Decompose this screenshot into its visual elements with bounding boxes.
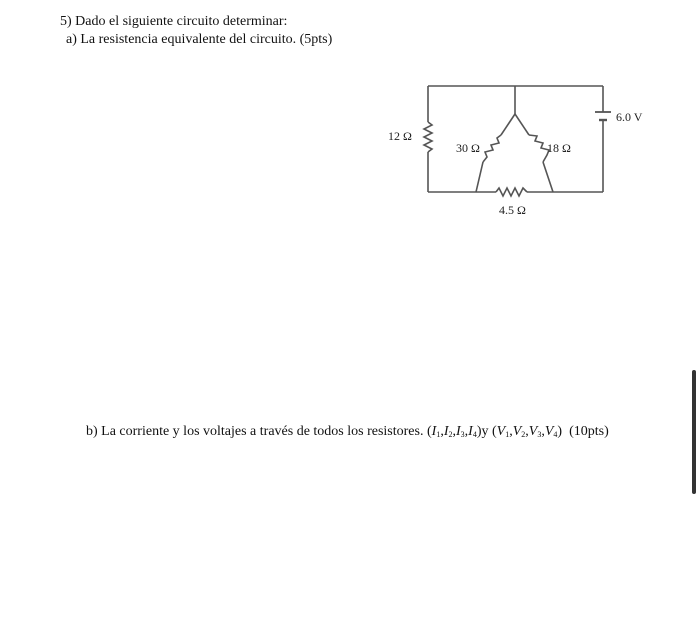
label-12-ohm: 12 Ω bbox=[388, 129, 412, 143]
wire-triangle-left-bottom bbox=[476, 162, 483, 192]
circuit-diagram bbox=[380, 78, 660, 228]
part-b-points: (10pts) bbox=[569, 424, 609, 439]
voltages-tuple: $(V_1,V_2,V_3,V_4)$ bbox=[492, 424, 563, 439]
part-b-prefix: b) La corriente y los voltajes a través de todos los resistores. bbox=[86, 424, 424, 439]
label-battery-voltage: 6.0 V bbox=[616, 110, 643, 124]
vertical-scrollbar[interactable] bbox=[692, 370, 696, 494]
question-part-b bbox=[86, 424, 609, 440]
resistor-30-ohm bbox=[483, 135, 501, 162]
currents-tuple: $(I_1,I_2,I_3,I_4)$ bbox=[426, 424, 482, 439]
label-18-ohm: 18 Ω bbox=[547, 141, 571, 155]
resistor-12-ohm bbox=[424, 122, 432, 152]
question-part-a: a) La resistencia equivalente del circuito. (5pts) bbox=[66, 32, 333, 47]
question-title: 5) Dado el siguiente circuito determinar: bbox=[60, 14, 288, 29]
resistor-18-ohm bbox=[529, 135, 549, 162]
label-4-5-ohm: 4.5 Ω bbox=[499, 203, 526, 217]
wire-triangle-right-bottom bbox=[543, 162, 553, 192]
wire-triangle-right-top bbox=[515, 114, 529, 135]
label-30-ohm: 30 Ω bbox=[456, 141, 480, 155]
resistor-4-5-ohm bbox=[496, 188, 527, 196]
wire-triangle-left-top bbox=[501, 114, 515, 135]
conjunction: y bbox=[481, 424, 489, 439]
